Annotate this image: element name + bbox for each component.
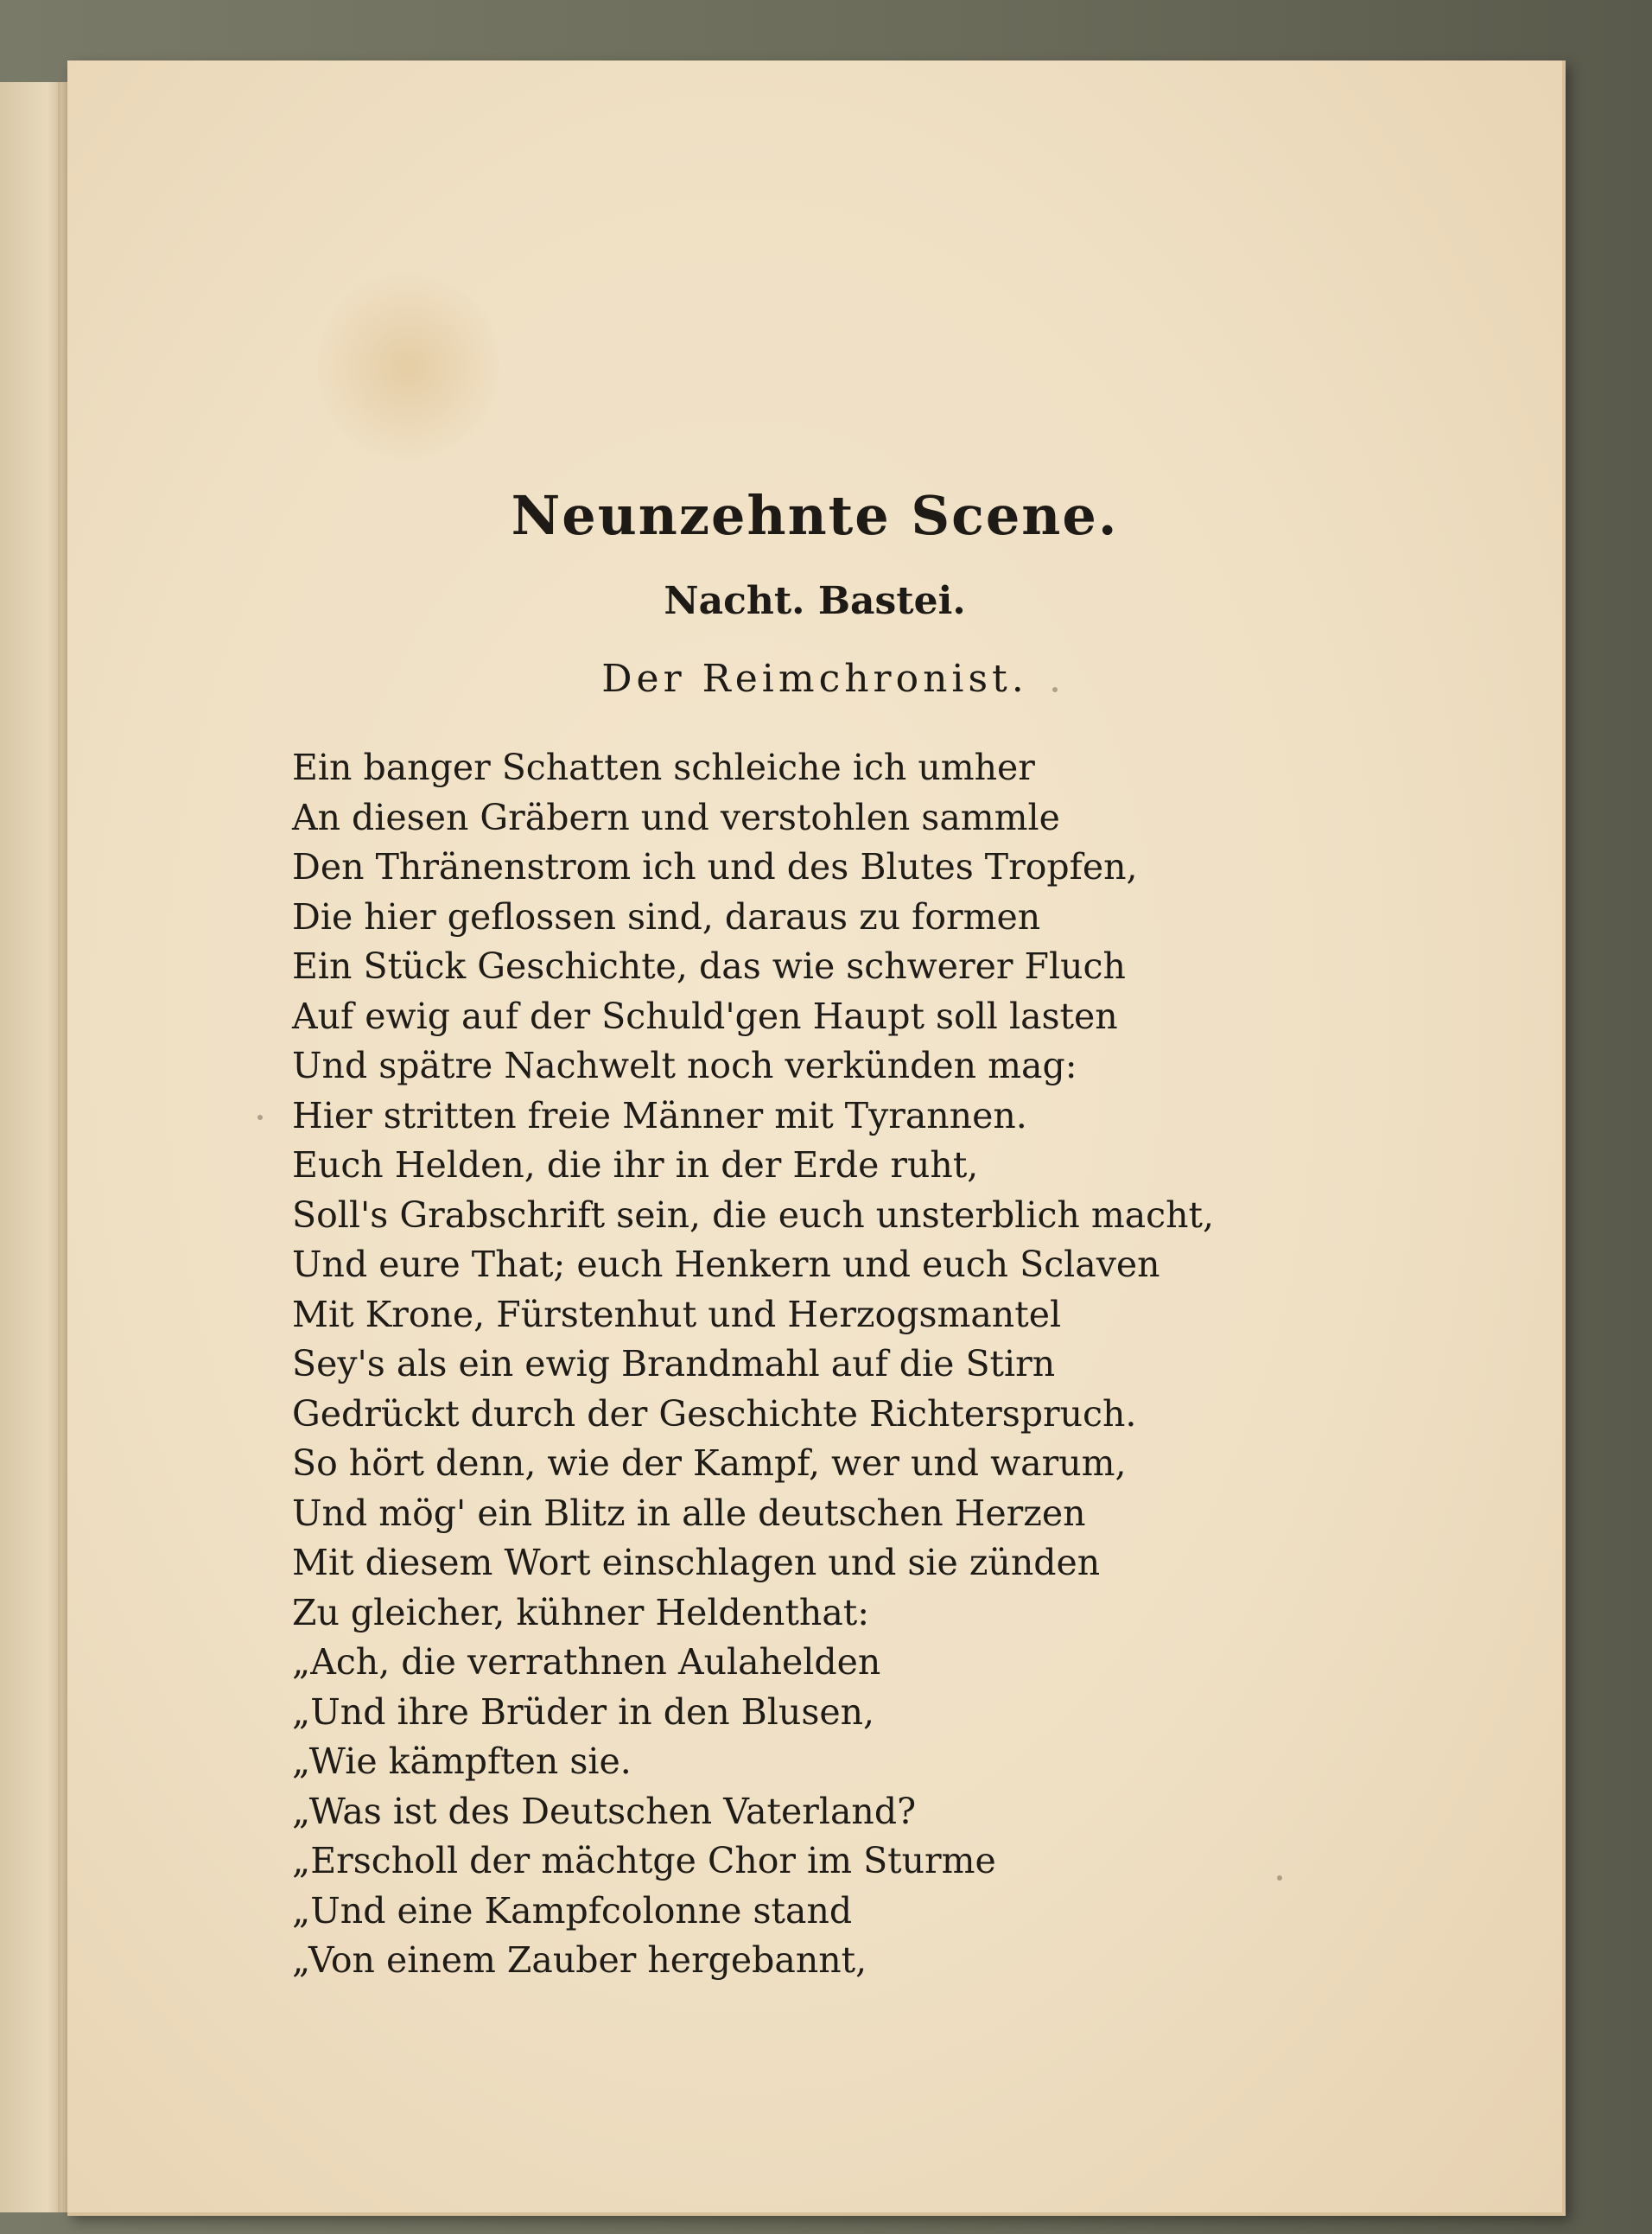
verse-line: „Ach, die verrathnen Aulahelden — [292, 1641, 881, 1683]
verse-line: Ein Stück Geschichte, das wie schwerer Fluch — [292, 945, 1126, 987]
speaker-name: Der Reimchronist. — [601, 657, 1028, 701]
paper-speck — [1277, 1875, 1282, 1881]
paper-speck — [1052, 687, 1058, 692]
facing-page-edge — [0, 82, 69, 2212]
paper-speck — [257, 1115, 263, 1120]
verse-line: Die hier geflossen sind, daraus zu formen — [292, 895, 1041, 938]
book-page — [67, 60, 1566, 2216]
verse-line: Gedrückt durch der Geschichte Richterspruch. — [292, 1392, 1137, 1435]
verse-line: Und eure That; euch Henkern und euch Sclaven — [292, 1244, 1160, 1285]
verse-line: Zu gleicher, kühner Heldenthat: — [292, 1591, 870, 1633]
verse-line: So hört denn, wie der Kampf, wer und warum, — [292, 1442, 1127, 1484]
paper-stain — [318, 264, 499, 471]
verse-line: „Und ihre Brüder in den Blusen, — [292, 1690, 875, 1733]
verse-line: An diesen Gräbern und verstohlen sammle — [292, 796, 1060, 838]
verse-line: Soll's Grabschrift sein, die euch unsterblich macht, — [292, 1193, 1215, 1236]
verse-line: „Wie kämpften sie. — [292, 1741, 632, 1782]
verse-line: „Was ist des Deutschen Vaterland? — [292, 1790, 917, 1832]
verse-line: Den Thränenstrom ich und des Blutes Tropfen, — [292, 846, 1138, 888]
verse-line: „Erscholl der mächtge Chor im Sturme — [292, 1840, 996, 1881]
verse-line: Mit Krone, Fürstenhut und Herzogsmantel — [292, 1293, 1062, 1335]
scene-setting: Nacht. Bastei. — [664, 579, 966, 623]
verse-line: Auf ewig auf der Schuld'gen Haupt soll lasten — [292, 995, 1118, 1037]
verse-line: Hier stritten freie Männer mit Tyrannen. — [292, 1094, 1027, 1136]
verse-line: Und spätre Nachwelt noch verkünden mag: — [292, 1045, 1077, 1086]
verse-line: Und mög' ein Blitz in alle deutschen Herzen — [292, 1492, 1086, 1534]
verse-line: Ein banger Schatten schleiche ich umher — [292, 747, 1035, 788]
scene-title: Neunzehnte Scene. — [511, 484, 1119, 547]
verse-block — [292, 743, 1260, 1986]
show-through-text — [741, 302, 1260, 337]
verse-line: Mit diesem Wort einschlagen und sie zünden — [292, 1542, 1101, 1583]
verse-line: „Von einem Zauber hergebannt, — [292, 1939, 867, 1981]
verse-line: Sey's als ein ewig Brandmahl auf die Stirn — [292, 1343, 1056, 1384]
verse-line: „Und eine Kampfcolonne stand — [292, 1889, 853, 1932]
verse-line: Euch Helden, die ihr in der Erde ruht, — [292, 1144, 979, 1186]
facing-page-fold — [58, 82, 60, 2212]
